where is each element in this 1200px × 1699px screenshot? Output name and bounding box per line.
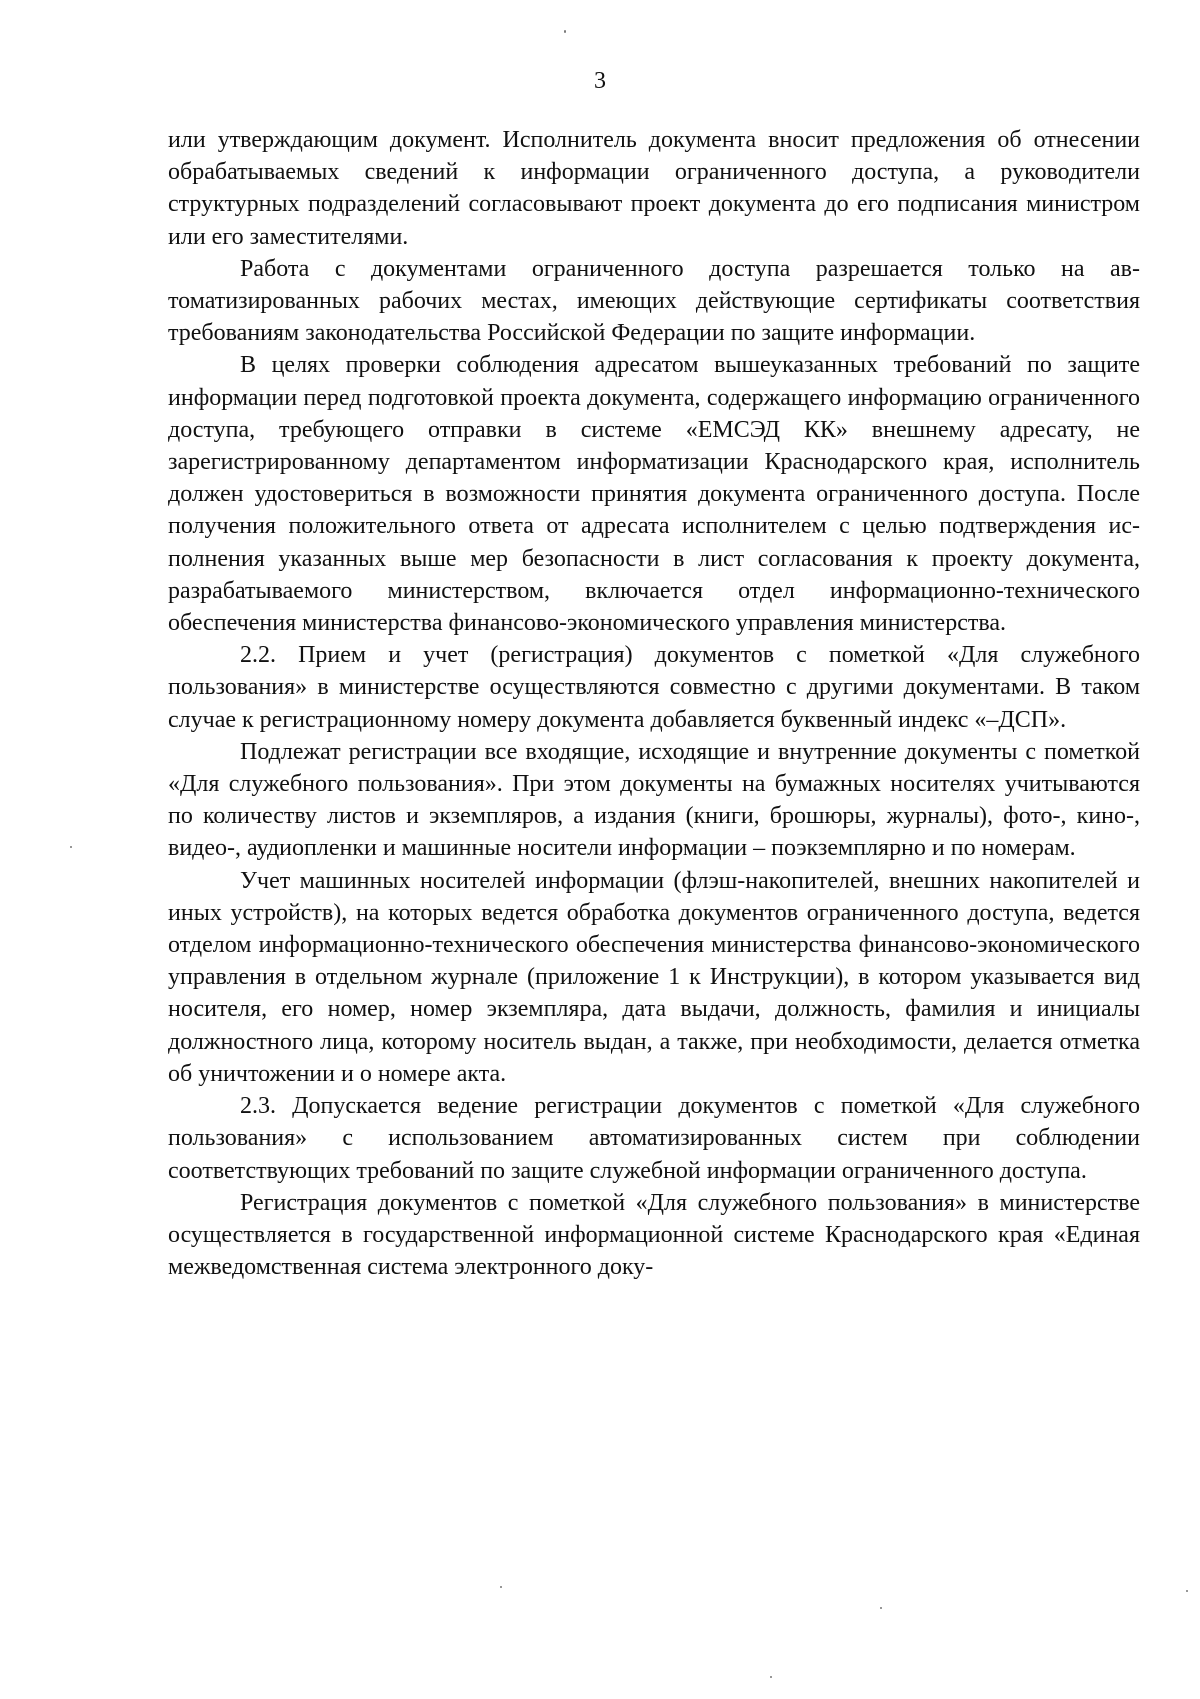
scan-speck xyxy=(70,846,72,848)
page-number: 3 xyxy=(594,68,606,94)
scan-speck xyxy=(1186,1590,1188,1592)
scan-speck xyxy=(770,1676,772,1678)
document-body xyxy=(168,124,1140,1283)
scan-speck xyxy=(564,30,566,33)
paragraph-2-2: 2.2. Прием и учет (регистрация) документов с пометкой «Для служебного пользования» в министерстве осуществляются совместно с другими документами. В таком случае к регистрационному номеру документа добавляется буквенный индекс «–ДСП». xyxy=(168,642,1140,733)
scan-speck xyxy=(880,1607,882,1609)
paragraph-registration-system: Регистрация документов с пометкой «Для служебного пользования» в министерстве осуществляется в государственной информационной системе Краснодарского края «Единая межведомственная система электронного доку- xyxy=(168,1189,1140,1281)
paragraph-verification: В целях проверки соблюдения адресатом вышеуказанных требований по защите информации перед подготовкой проекта документа, содержащего информацию ограниченного доступа, требующего отправки в системе «ЕМСЭД КК» внешнему адресату, не зарегистрированному департаментом информатизации Краснодарского края, исполнитель должен удостовериться в возможности принятия документа ограниченного доступа. После получения положительного ответа от адресата исполнителем с целью подтверждения исполнения указанных выше мер безопасности в лист согласования к проекту документа, разрабатываемого министерством, включается отдел информационно-технического обеспечения министерства финансово-экономического управления министерства. xyxy=(168,352,1140,637)
paragraph-registration-subject: Подлежат регистрации все входящие, исходящие и внутренние документы с пометкой «Для служебного пользования». При этом документы на бумажных носителях учитываются по количеству листов и экземпляров, а издания (книги, брошюры, журналы), фото-, кино-, видео-, аудиопленки и машинные носители информации – поэкземплярно и по номерам. xyxy=(168,738,1140,862)
paragraph-continuation: или утверждающим документ. Исполнитель документа вносит предложения об отнесении обрабатываемых сведений к информации ограниченного доступа, а руководители структурных подразделений согласовывают проект документа до его подписания министром или его заместителями. xyxy=(168,127,1140,250)
paragraph-2-3: 2.3. Допускается ведение регистрации документов с пометкой «Для служебного пользования» с использованием автоматизированных систем при соблюдении соответствующих требований по защите служебной информации ограниченного доступа. xyxy=(168,1093,1140,1184)
scan-speck xyxy=(500,1586,502,1588)
paragraph-media-accounting: Учет машинных носителей информации (флэш-накопителей, внешних накопителей и иных устройств), на которых ведется обработка документов ограниченного доступа, ведется отделом информационно-технического обеспечения министерства финансово-экономического управления в отдельном журнале (приложение 1 к Инструкции), в котором указывается вид носителя, его номер, номер экземпляра, дата выдачи, должность, фамилия и инициалы должностного лица, которому носитель выдан, а также, при необходимости, делается отметка об уничтожении и о номере акта. xyxy=(168,867,1140,1087)
paragraph-workstations: Работа с документами ограниченного доступа разрешается только на автоматизированных рабочих местах, имеющих действующие сертификаты соответствия требованиям законодательства Российской Федерации по защите информации. xyxy=(168,255,1140,347)
